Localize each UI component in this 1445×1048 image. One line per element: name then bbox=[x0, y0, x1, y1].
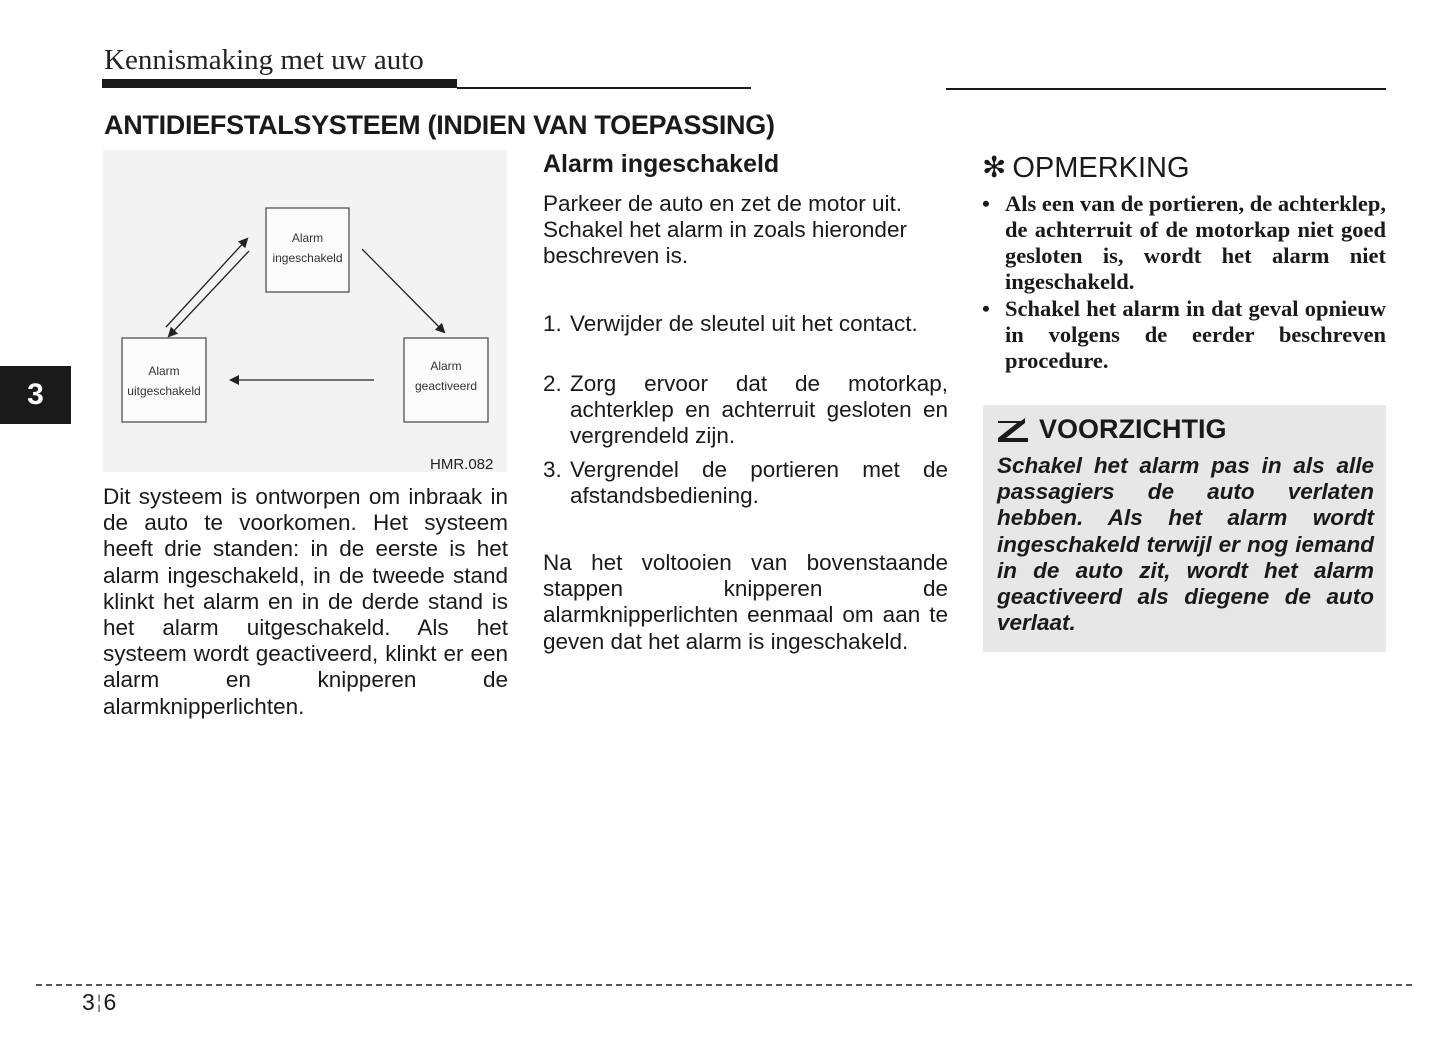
list-item bbox=[982, 296, 1386, 374]
page-index: 6 bbox=[103, 989, 117, 1015]
page-number: 3 ¦6 bbox=[82, 989, 117, 1015]
activated-label-line1: Alarm bbox=[430, 359, 462, 373]
step-number: 1. bbox=[543, 311, 562, 336]
park-paragraph bbox=[543, 191, 948, 270]
header-rule bbox=[946, 88, 1386, 90]
step-number: 3. bbox=[543, 457, 562, 482]
list-item bbox=[543, 371, 948, 450]
note-text: Schakel het alarm in dat geval opnieuw in volgens de eerder beschreven procedure. bbox=[1005, 296, 1386, 373]
page-chapter: 3 bbox=[82, 989, 95, 1015]
intro-paragraph: Dit systeem is ontworpen om inbraak in de auto te voorkomen. Het systeem heeft drie standen: in de eerste is het alarm ingeschakeld, in de tweede stand klinkt het alarm en in de derde stand is het alarm uitgeschakeld. Als het systeem wordt geactiveerd, klinkt er een alarm en knipperen de alarmknipperlichten. bbox=[103, 484, 508, 719]
armed-label-line1: Alarm bbox=[291, 231, 324, 245]
park-line: Schakel het alarm in zoals hieronder bbox=[543, 217, 907, 243]
chapter-tab: 3 bbox=[0, 366, 71, 424]
footer-rule bbox=[36, 984, 1412, 986]
step-text: Vergrendel de portieren met de afstandsbediening. bbox=[570, 457, 948, 509]
step-number: 2. bbox=[543, 371, 562, 396]
list-item bbox=[543, 457, 948, 509]
armed-label-line2: ingeschakeld bbox=[272, 251, 343, 265]
step-text: Zorg ervoor dat de motorkap, achterklep en achterruit gesloten en vergrendeld zijn. bbox=[570, 371, 948, 449]
note-text: Als een van de portieren, de achterklep, de achterruit of de motorkap niet goed gesloten is, wordt het alarm niet ingeschakeld. bbox=[1005, 191, 1386, 294]
caution-text: Schakel het alarm pas in als alle passagiers de auto verlaten hebben. Als het alarm wordt ingeschakeld terwijl er nog iemand in de auto zit, wordt het alarm geactiveerd als diegene de auto verlaat. bbox=[997, 453, 1374, 636]
arrow-disarmed-to-armed bbox=[166, 239, 247, 327]
disarmed-label-line2: uitgeschakeld bbox=[127, 384, 201, 398]
result-paragraph: Na het voltooien van bovenstaande stappen knipperen de alarmknipperlichten eenmaal om aan te geven dat het alarm is ingeschakeld. bbox=[543, 550, 948, 654]
asterisk-icon: ✻ bbox=[982, 152, 1007, 184]
bullet-icon: • bbox=[982, 296, 990, 321]
header-rule bbox=[457, 87, 751, 89]
caution-heading-text: VOORZICHTIG bbox=[1039, 414, 1227, 444]
alarm-subheading: Alarm ingeschakeld bbox=[543, 150, 780, 178]
disarmed-state-box bbox=[122, 338, 206, 422]
activated-label-line2: geactiveerd bbox=[414, 379, 478, 393]
diagram-svg bbox=[103, 150, 507, 472]
step-text: Verwijder de sleutel uit het contact. bbox=[570, 311, 918, 336]
caution-heading bbox=[997, 414, 1227, 445]
main-heading: ANTIDIEFSTALSYSTEEM (INDIEN VAN TOEPASSING) bbox=[104, 110, 775, 140]
list-item bbox=[982, 191, 1386, 295]
list-item bbox=[543, 311, 948, 337]
park-line: Parkeer de auto en zet de motor uit. bbox=[543, 191, 902, 216]
bullet-icon: • bbox=[982, 191, 990, 216]
figure-code: HMR.082 bbox=[430, 456, 494, 473]
arrow-armed-to-activated bbox=[362, 249, 444, 332]
disarmed-label-line1: Alarm bbox=[148, 364, 180, 378]
armed-state-box bbox=[266, 208, 349, 292]
note-heading bbox=[982, 150, 1190, 185]
note-heading-text: OPMERKING bbox=[1012, 152, 1190, 184]
alarm-state-diagram bbox=[103, 150, 507, 472]
section-title: Kennismaking met uw auto bbox=[104, 44, 424, 76]
header-bar bbox=[102, 79, 457, 88]
park-line: beschreven is. bbox=[543, 243, 689, 269]
caution-slash-icon bbox=[997, 418, 1029, 442]
arrow-armed-to-disarmed bbox=[169, 251, 249, 336]
